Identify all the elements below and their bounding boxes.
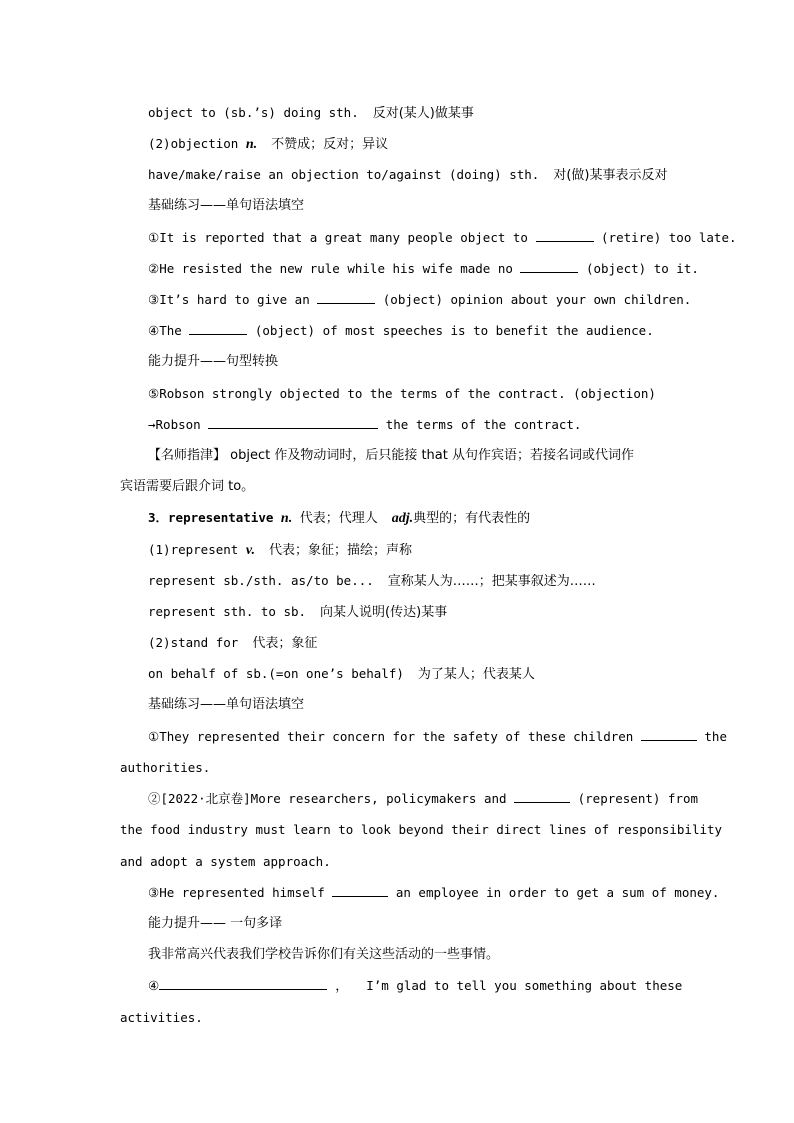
phrase-line: represent sb./sth. as/to be... 宣称某人为……；把某事叙述为……: [148, 573, 596, 589]
exercise-item-continued: and adopt a system approach.: [120, 854, 331, 869]
exercise-item: ②[2022·北京卷]More researchers, policymakers and (represent) from: [148, 791, 699, 806]
translation-prompt: 我非常高兴代表我们学校告诉你们有关这些活动的一些事情。: [148, 947, 500, 962]
word-form-line: (1)represent v. 代表；象征；描绘；声称: [148, 542, 413, 558]
exercise-item-continued: the food industry must learn to look beyond their direct lines of responsibility: [120, 822, 723, 837]
exercise-item: ⑤Robson strongly objected to the terms of the contract. (objection): [148, 386, 656, 401]
teacher-tip: 【名师指津】 object 作及物动词时，后只能接 that 从句作宾语；若接名词或代词作: [148, 448, 634, 463]
answer-blank[interactable]: [159, 977, 327, 990]
section-heading: 基础练习——单句语法填空: [148, 198, 305, 213]
section-heading: 能力提升—— 一句多译: [148, 916, 283, 931]
word-form-line: (2)objection n. 不赞成；反对；异议: [148, 136, 389, 152]
exercise-item: ②He resisted the new rule while his wife made no (object) to it.: [148, 261, 699, 276]
answer-blank[interactable]: [332, 884, 388, 897]
answer-blank[interactable]: [317, 291, 375, 304]
section-heading: 基础练习——单句语法填空: [148, 697, 305, 712]
answer-blank[interactable]: [520, 260, 578, 273]
exercise-item: ①They represented their concern for the safety of these children the: [148, 729, 727, 744]
answer-blank[interactable]: [514, 790, 570, 803]
vocab-heading: 3．representative n. 代表；代理人 adj.典型的；有代表性的: [148, 510, 531, 526]
answer-blank[interactable]: [536, 229, 594, 242]
answer-blank[interactable]: [641, 728, 697, 741]
section-heading: 能力提升——句型转换: [148, 354, 279, 369]
exercise-item-continued: activities.: [120, 1010, 203, 1025]
phrase-line: have/make/raise an objection to/against (doing) sth. 对(做)某事表示反对: [148, 167, 668, 183]
exercise-item: ④The (object) of most speeches is to benefit the audience.: [148, 323, 654, 338]
answer-blank[interactable]: [208, 416, 378, 429]
teacher-tip-continued: 宾语需要后跟介词 to。: [120, 479, 255, 494]
exercise-item-continued: authorities.: [120, 760, 211, 775]
exercise-item: ①It is reported that a great many people object to (retire) too late.: [148, 230, 737, 245]
phrase-line: on behalf of sb.(=on one’s behalf) 为了某人；代表某人: [148, 666, 535, 682]
phrase-line: object to (sb.’s) doing sth. 反对(某人)做某事: [148, 105, 474, 121]
exercise-item: ③He represented himself an employee in order to get a sum of money.: [148, 885, 720, 900]
phrase-line: represent sth. to sb. 向某人说明(传达)某事: [148, 604, 448, 620]
exercise-item: ③It’s hard to give an (object) opinion about your own children.: [148, 292, 692, 307]
word-form-line: (2)stand for 代表；象征: [148, 635, 318, 651]
answer-blank[interactable]: [189, 322, 247, 335]
exercise-item: →Robson the terms of the contract.: [148, 417, 582, 432]
exercise-item: ④ ， I’m glad to tell you something about these: [148, 978, 683, 994]
